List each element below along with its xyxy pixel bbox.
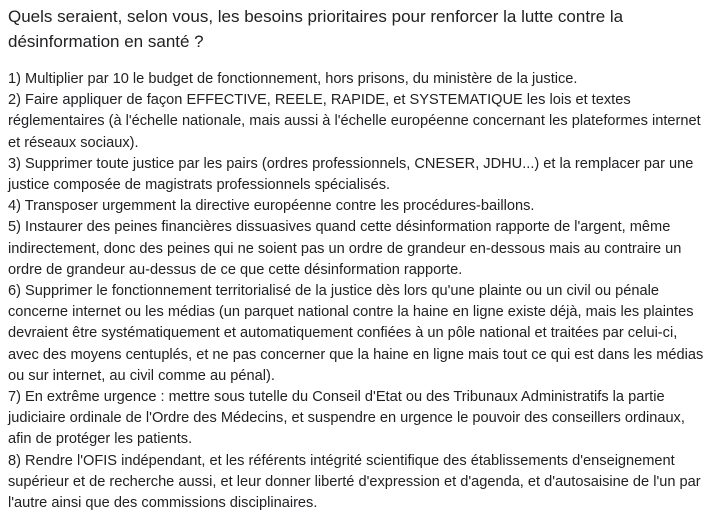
answer-item-3: 3) Supprimer toute justice par les pairs (ordres professionnels, CNESER, JDHU...) et la remplacer par une justice composée de magistrats professionnels spécialisés. [8, 155, 694, 194]
answer-item-2: 2) Faire appliquer de façon EFFECTIVE, REELE, RAPIDE, et SYSTEMATIQUE les lois et textes réglementaires (à l'échelle nationale, mais aussi à l'échelle européenne concernant les plateformes internet et réseaux sociaux). [8, 92, 701, 151]
answer-item-4: 4) Transposer urgemment la directive européenne contre les procédures-baillons. [8, 198, 535, 215]
answer-item-5: 5) Instaurer des peines financières dissuasives quand cette désinformation rapporte de l'argent, même indirectement, donc des peines qui ne soient pas un ordre de grandeur en-dessous mais au contraire un ordre de grandeur au-dessus de ce que cette désinformation rapporte. [8, 219, 682, 278]
answer-text [8, 69, 704, 514]
answer-item-8: 8) Rendre l'OFIS indépendant, et les référents intégrité scientifique des établissements d'enseignement supérieur et de recherche aussi, et leur donner liberté d'expression et d'agenda, et d'autosaisine de l'un par l'autre ainsi que des commissions disciplinaires. [8, 452, 701, 512]
answer-item-7: 7) En extrême urgence : mettre sous tutelle du Conseil d'Etat ou des Tribunaux Administratifs la partie judiciaire ordinale de l'Ordre des Médecins, et suspendre en urgence le pouvoir des conseillers ordinaux, afin de protéger les patients. [8, 389, 685, 448]
answer-item-6: 6) Supprimer le fonctionnement territorialisé de la justice dès lors qu'une plainte ou un civil ou pénale concerne internet ou les médias (un parquet national contre la haine en ligne existe déjà, mais les plaintes devraient être systématiquement et automatiquement confiées à un pôle national et traitées par celui-ci, avec des moyens centuplés, et ne pas concerner que la haine en ligne mais tout ce qui est dans les médias ou sur internet, au civil comme au pénal). [8, 283, 704, 384]
question-heading: Quels seraient, selon vous, les besoins prioritaires pour renforcer la lutte contre la désinformation en santé ? [8, 7, 624, 51]
answer-item-1: 1) Multiplier par 10 le budget de fonctionnement, hors prisons, du ministère de la justice. [8, 71, 578, 87]
